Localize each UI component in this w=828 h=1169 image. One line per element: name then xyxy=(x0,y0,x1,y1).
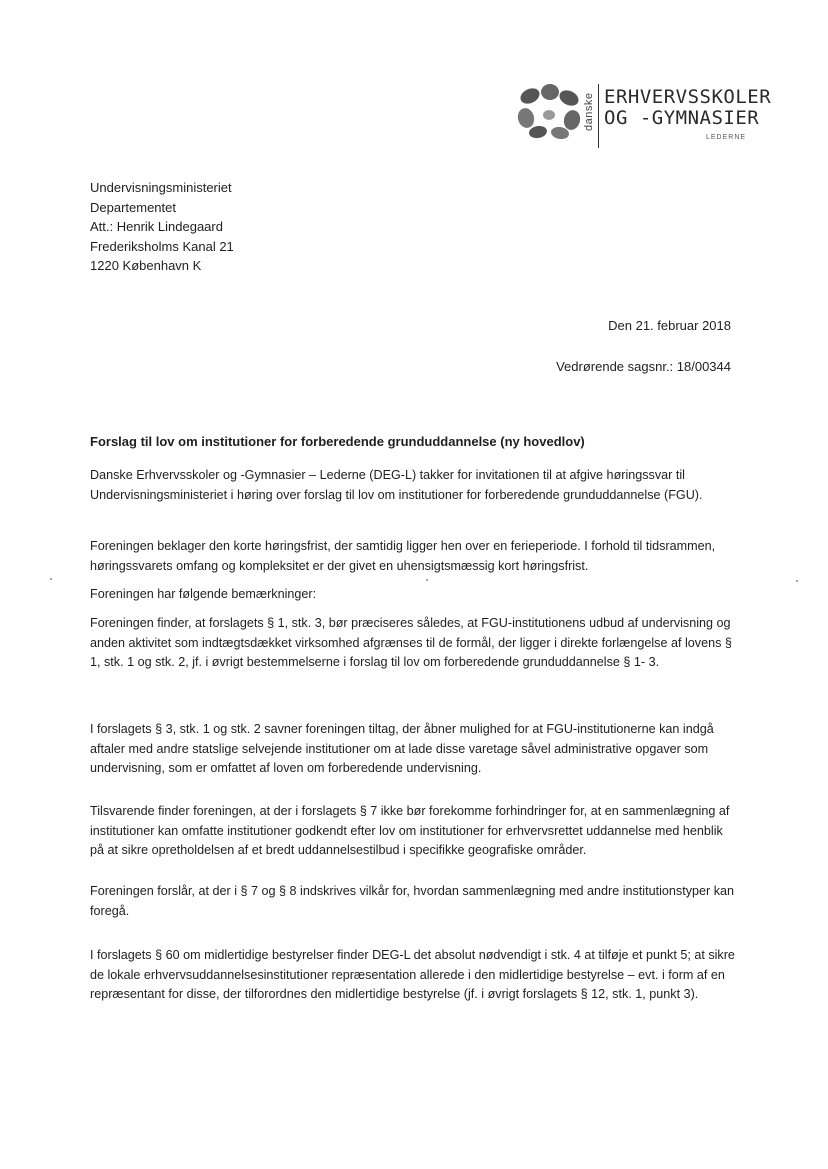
recipient-address xyxy=(90,178,234,276)
paragraph xyxy=(90,585,740,605)
recipient-line: Undervisningsministeriet xyxy=(90,180,232,195)
case-number: Vedrørende sagsnr.: 18/00344 xyxy=(556,359,731,374)
paragraph-text: I forslagets § 60 om midlertidige bestyrelser finder DEG-L det absolut nødvendigt i stk. 4 at tilføje et punkt 5; at sikre de lokale erhvervsuddannelsesinstitutioner repræsentation allerede i den midlertidige bestyrelse – evt. i form af en repræsentant for disse, der tilforordnes den midlertidige bestyrelse (jf. i øvrigt forslagets § 12, stk. 1, punkt 3). xyxy=(90,948,735,1001)
recipient-line: Departementet xyxy=(90,199,176,215)
paragraph-text: Foreningen finder, at forslagets § 1, stk. 3, bør præciseres således, at FGU-institutionens udbud af undervisning og anden aktivitet som indtægtsdækket virksomhed afgrænses til de formål, der ligger i direkte forlængelse af lovens § 1, stk. 1 og stk. 2, jf. i øvrigt bestemmelserne i forslag til lov om forberedende grunduddannelse § 1- 3. xyxy=(90,616,732,669)
letter-date: Den 21. februar 2018 xyxy=(608,318,731,333)
paragraph-text: Danske Erhvervsskoler og -Gymnasier – Lederne (DEG-L) takker for invitationen til at afgive høringssvar til Undervisningsministeriet i høring over forslag til lov om institutioner for forberedende grunduddannelse (FGU). xyxy=(90,468,703,502)
paragraph-text: Tilsvarende finder foreningen, at der i forslagets § 7 ikke bør forekomme forhindringer for, at en sammenlægning af institutioner kan omfatte institutioner godkendt efter lov om institutioner for erhvervsrettet uddannelse med henblik på at sikre opretholdelsen af et bredt uddannelsestilbud i specifikke geografiske områder. xyxy=(90,804,730,857)
paragraph-text: I forslagets § 3, stk. 1 og stk. 2 savner foreningen tiltag, der åbner mulighed for at FGU-institutionerne kan indgå aftaler med andre statslige selvejende institutioner om at lade disse varetage såvel administrative opgaver som undervisning, som er omfattet af loven om forberedende undervisning. xyxy=(90,722,714,775)
paragraph-text: Foreningen forslår, at der i § 7 og § 8 indskrives vilkår for, hvordan sammenlægning med andre institutionstyper kan foregå. xyxy=(90,884,735,918)
recipient-line: 1220 København K xyxy=(90,258,202,273)
recipient-line: Att.: Henrik Lindegaard xyxy=(90,219,223,234)
recipient-line: Frederiksholms Kanal 21 xyxy=(90,238,234,254)
letter-title: Forslag til lov om institutioner for forberedende grunduddannelse (ny hovedlov) xyxy=(90,434,585,449)
paragraph xyxy=(90,802,740,861)
logo-text-line2: OG -GYMNASIER xyxy=(604,107,760,129)
logo-text-line1: ERHVERVSSKOLER xyxy=(604,86,772,108)
paragraph xyxy=(90,946,740,1005)
logo-divider xyxy=(598,84,599,148)
scan-speck xyxy=(50,578,52,580)
paragraph xyxy=(90,614,740,673)
paragraph xyxy=(90,466,740,505)
scan-speck xyxy=(426,579,428,581)
organization-logo-icon xyxy=(516,82,582,140)
paragraph xyxy=(90,720,740,779)
paragraph xyxy=(90,537,740,576)
logo-subtitle: LEDERNE xyxy=(706,134,747,141)
paragraph-text: Foreningen beklager den korte høringsfrist, der samtidig ligger hen over en ferieperiode. I forhold til tidsrammen, høringssvarets omfang og kompleksitet er der givet en uhensigtsmæssig kort høringsfrist. xyxy=(90,539,716,573)
paragraph xyxy=(90,882,740,921)
logo-small-text: danske xyxy=(583,92,595,132)
paragraph-text: Foreningen har følgende bemærkninger: xyxy=(90,587,317,601)
scan-speck xyxy=(796,580,798,582)
